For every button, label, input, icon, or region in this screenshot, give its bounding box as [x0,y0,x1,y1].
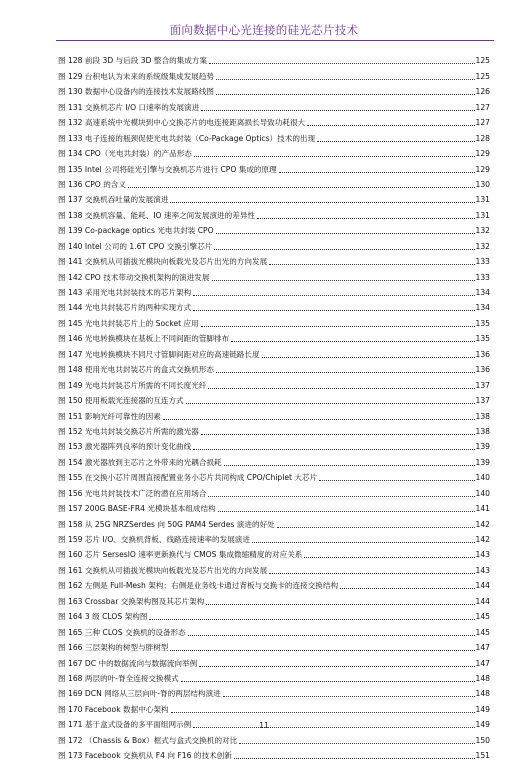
toc-entry-page: 144 [475,581,490,591]
toc-entry[interactable] [58,97,490,112]
toc-entry-page: 142 [475,519,490,529]
toc-entry-label: 图 156 光电共封装技术广泛的潜在应用场合 [58,488,207,498]
toc-entry[interactable] [58,391,490,406]
toc-entry-page: 141 [475,504,490,514]
toc-entry-page: 132 [475,226,490,236]
dot-leader [193,449,474,450]
toc-entry-page: 145 [475,612,490,622]
dot-leader [170,650,474,651]
dot-leader [186,403,475,404]
dot-leader [188,635,475,636]
toc-entry-label: 图 167 DC 中的数据流向与数据流向举例 [58,658,198,668]
dot-leader [170,202,474,203]
toc-entry[interactable] [58,66,490,81]
toc-entry-page: 151 [475,751,490,761]
dot-leader [208,496,474,497]
toc-entry[interactable] [58,437,490,452]
toc-entry[interactable] [58,375,490,390]
toc-entry-page: 133 [475,272,490,282]
toc-entry-label: 图 158 从 25G NRZSerdes 向 50G PAM4 Serdes 演进的好处 [58,519,275,529]
toc-entry-page: 147 [475,643,490,653]
dot-leader [181,681,475,682]
dot-leader [319,480,474,481]
toc-entry[interactable] [58,699,490,714]
toc-entry[interactable] [58,653,490,668]
dot-leader [216,372,474,373]
toc-entry[interactable] [58,684,490,699]
dot-leader [201,434,475,435]
dot-leader [212,280,475,281]
toc-entry[interactable] [58,622,490,637]
dot-leader [277,527,475,528]
dot-leader [224,465,475,466]
dot-leader [194,156,475,157]
toc-entry-page: 143 [475,565,490,575]
toc-entry-label: 图 129 台积电认为未来的系统级集成发展趋势 [58,71,215,81]
toc-entry-page: 150 [475,735,490,745]
dot-leader [199,666,474,667]
dot-leader [208,388,474,389]
toc-entry[interactable] [58,298,490,313]
dot-leader [218,511,475,512]
toc-entry[interactable] [58,205,490,220]
dot-leader [149,619,474,620]
toc-entry[interactable] [58,344,490,359]
toc-entry-label: 图 170 Facebook 数据中心架构 [58,704,169,714]
dot-leader [239,743,474,744]
toc-entry-label: 图 153 激光器阵列良率的预计变化曲线 [58,442,192,452]
dot-leader [193,310,474,311]
toc-entry-page: 126 [475,87,490,97]
toc-entry-label: 图 166 三层架构的树型与胖树型 [58,643,169,653]
dot-leader [257,218,474,219]
toc-entry[interactable] [58,730,490,745]
dot-leader [216,94,474,95]
toc-entry[interactable] [58,360,490,375]
dot-leader [304,557,474,558]
toc-entry[interactable] [58,406,490,421]
toc-entry[interactable] [58,128,490,143]
dot-leader [307,125,474,126]
toc-entry-page: 148 [475,673,490,683]
toc-entry-label: 图 160 芯片 SerseslO 速率更新换代与 CMOS 集成微缩精度的对应关系 [58,550,303,560]
dot-leader [201,326,475,327]
toc-entry-label: 图 133 电子连接的瓶颈促使光电共封装（Co-Package Optics）技术的出现 [58,133,316,143]
toc-entry-label: 图 149 光电共封装芯片所需的不同长度光纤 [58,380,207,390]
toc-entry-label: 图 135 Intel 公司将硅光引擎与交换机芯片进行 CPO 集成的原理 [58,164,277,174]
toc-entry-label: 图 134 CPO（光电共封装）的产品形态 [58,149,192,159]
toc-entry-page: 129 [475,149,490,159]
dot-leader [216,79,474,80]
dot-leader [340,588,474,589]
toc-entry-label: 图 173 Facebook 交换机从 F4 向 F16 的技术创新 [58,751,232,761]
toc-entry[interactable] [58,746,490,761]
toc-entry-label: 图 164 3 级 CLOS 架构图 [58,612,148,622]
toc-entry-page: 125 [475,56,490,66]
toc-entry-label: 图 141 交换机从可插拔光模块向板载光及芯片出光的方向发展 [58,257,268,267]
toc-entry[interactable] [58,144,490,159]
toc-entry[interactable] [58,221,490,236]
toc-entry[interactable] [58,159,490,174]
dot-leader [201,110,474,111]
toc-entry-label: 图 144 光电共封装芯片的两种实现方式 [58,303,192,313]
dot-leader [279,172,475,173]
dot-leader [269,573,474,574]
dot-leader [252,542,475,543]
toc-entry-label: 图 148 使用光电共封装芯片的盒式交换机形态 [58,365,215,375]
toc-entry-page: 135 [475,318,490,328]
toc-entry-page: 134 [475,303,490,313]
toc-entry-page: 137 [475,396,490,406]
toc-entry-page: 148 [475,689,490,699]
header-rule [56,40,494,41]
toc-entry-page: 129 [475,164,490,174]
toc-entry-label: 图 143 采用光电共封装技术的芯片架构 [58,288,192,297]
toc-entry-label: 图 130 数据中心设备内的连接技术发展路线图 [58,87,215,97]
toc-entry[interactable] [58,468,490,483]
toc-entry-label: 图 131 交换机芯片 I/O 口速率的发展演进 [58,102,200,112]
toc-entry[interactable] [58,591,490,606]
toc-entry-label: 图 155 在交换小芯片周围直接配置业务小芯片共同构成 CPO/Chiplet 大芯片 [58,473,318,483]
dot-leader [163,419,475,420]
toc-entry-page: 139 [475,457,490,467]
toc-entry-label: 图 172 （Chassis & Box）框式与盒式交换机的对比 [58,735,238,745]
toc-entry[interactable] [58,530,490,545]
toc-entry-label: 图 169 DCN 网络从三层向叶-脊的两层结构演进 [58,689,221,699]
toc-entry-page: 130 [475,179,490,189]
toc-entry-page: 144 [475,596,490,606]
dot-leader [317,141,474,142]
toc-entry-page: 140 [475,473,490,483]
dot-leader [193,295,474,296]
dot-leader [234,758,475,759]
toc-entry[interactable] [58,329,490,344]
toc-entry-page: 149 [475,704,490,714]
toc-entry[interactable] [58,190,490,205]
toc-entry[interactable] [58,638,490,653]
toc-entry-label: 图 140 Intel 公司的 1.6T CPO 交换引擎芯片 [58,241,213,251]
toc-entry-label: 图 150 使用板载光连接器的互连方式 [58,396,184,406]
page-number: 11 [259,721,269,730]
toc-entry-label: 图 159 芯片 I/O、交换机背板、线路连接速率的发展演进 [58,535,250,544]
toc-entry[interactable] [58,82,490,97]
toc-entry-label: 图 165 三种 CLOS 交换机的设备形态 [58,627,186,637]
dot-leader [223,696,475,697]
toc-entry[interactable] [58,236,490,251]
dot-leader [171,712,475,713]
toc-entry-label: 图 157 200G BASE-FR4 光模块基本组成结构 [58,504,216,514]
toc-entry-label: 图 163 Crossbar 交换架构图及其芯片架构 [58,596,205,606]
toc-entry-label: 图 145 光电共封装芯片上的 Socket 应用 [58,318,199,328]
toc-entry-page: 139 [475,442,490,452]
toc-entry[interactable] [58,514,490,529]
toc-entry[interactable] [58,252,490,267]
toc-entry-label: 图 128 前段 3D 与后段 3D 整合的集成方案 [58,56,208,66]
toc-entry[interactable] [58,669,490,684]
dot-leader [206,604,474,605]
toc-entry-label: 图 142 CPO 技术带动交换机架构的演进发展 [58,272,210,282]
dot-leader [269,264,474,265]
toc-entry-page: 140 [475,488,490,498]
toc-entry-page: 138 [475,411,490,421]
toc-entry-page: 136 [475,365,490,375]
toc-entry[interactable] [58,313,490,328]
toc-entry-label: 图 137 交换机吞吐量的发展演进 [58,195,169,205]
toc-entry-label: 图 162 左侧是 Full-Mesh 架构；右侧是业务线卡通过背板与交换卡的连接交换结构 [58,581,339,591]
toc-entry[interactable] [58,113,490,128]
dot-leader [128,187,475,188]
toc-entry[interactable] [58,576,490,591]
toc-entry[interactable] [58,51,490,66]
toc-entry[interactable] [58,267,490,282]
toc-entry[interactable] [58,545,490,560]
running-header: 面向数据中心光连接的硅光芯片技术 [169,23,359,37]
toc-entry-page: 136 [475,349,490,359]
toc-entry-label: 图 152 光电共封装交换芯片所需的激光器 [58,426,199,436]
toc-entry-label: 图 146 光电转换模块在基板上不同间距的管脚排布 [58,334,230,344]
toc-entry-page: 145 [475,627,490,637]
toc-entry-page: 143 [475,550,490,560]
toc-entry-label: 图 151 影响光纤可靠性的因素 [58,411,161,421]
dot-leader [214,249,474,250]
toc-entry-page: 135 [475,334,490,344]
toc-entry-page: 132 [475,241,490,251]
toc-entry-page: 131 [475,210,490,220]
toc-entry-page: 127 [475,118,490,128]
toc-entry-label: 图 161 交换机从可插拔光模块向板载光及芯片出光的方向发展 [58,565,268,575]
toc-entry-page: 127 [475,102,490,112]
toc-entry-label: 图 154 激光器放到主芯片之外带来的光耦合损耗 [58,457,222,467]
toc-entry[interactable] [58,175,490,190]
toc-entry-page: 137 [475,380,490,390]
toc-entry-page: 131 [475,195,490,205]
dot-leader [209,63,474,64]
toc-entry-page: 147 [475,658,490,668]
toc-entry[interactable] [58,607,490,622]
table-of-figures [58,51,490,761]
toc-entry[interactable] [58,283,490,298]
toc-entry-label: 图 168 两层的叶-脊全连接交换模式 [58,673,179,683]
toc-entry-page: 149 [475,720,490,730]
toc-entry-page: 125 [475,71,490,81]
toc-entry-label: 图 138 交换机容量、能耗、IO 速率之间发展演进的差异性 [58,210,256,220]
toc-entry-page: 142 [475,535,490,544]
toc-entry-label: 图 136 CPO 的含义 [58,179,126,189]
toc-entry-label: 图 132 高速系统中光模块到中心交换芯片的电连接距离损长导致功耗很大 [58,118,306,128]
toc-entry-label: 图 147 光电转换模块不同尺寸管脚间距对应的高速链路长度 [58,349,260,359]
toc-entry-page: 134 [475,288,490,297]
toc-entry-page: 138 [475,426,490,436]
toc-entry-page: 133 [475,257,490,267]
toc-entry[interactable] [58,499,490,514]
toc-entry[interactable] [58,483,490,498]
toc-entry[interactable] [58,422,490,437]
dot-leader [231,341,474,342]
toc-entry-page: 128 [475,133,490,143]
toc-entry[interactable] [58,452,490,467]
toc-entry[interactable] [58,560,490,575]
toc-entry-label: 图 171 基于盒式设备的多平面组网示例 [58,720,192,730]
dot-leader [216,233,475,234]
dot-leader [262,357,475,358]
toc-entry-label: 图 139 Co-package optics 光电共封装 CPO [58,226,214,236]
